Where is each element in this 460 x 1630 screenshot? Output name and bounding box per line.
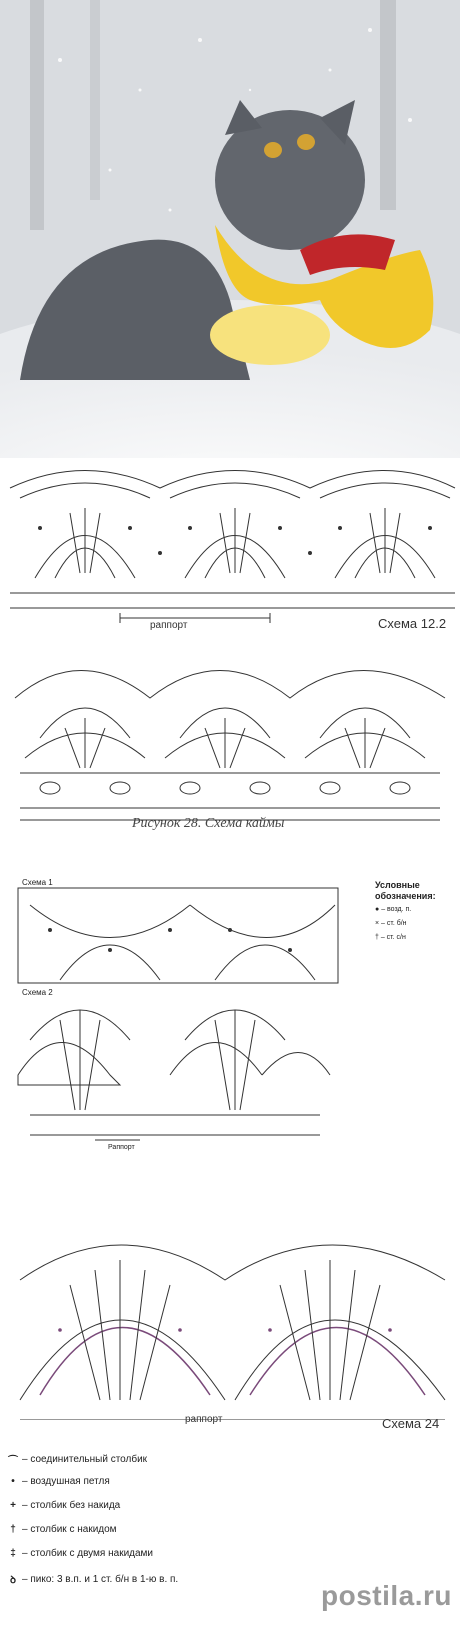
crochet-chart-figure-28-drawing — [0, 648, 460, 838]
legend-item-sc: × – ст. б/н — [375, 920, 407, 927]
chain-icon: • — [11, 1476, 15, 1487]
legend-picot: ꝺ – пико: 3 в.п. и 1 ст. б/н в 1-ю в. п. — [6, 1572, 178, 1586]
chart4-caption: Схема 24 — [382, 1416, 440, 1431]
chart1-caption: Схема 12.2 — [378, 616, 447, 631]
scheme2-label: Схема 2 — [22, 988, 53, 997]
crochet-chart-figure-28 — [0, 648, 460, 870]
legend-item-chain: ● – возд. п. — [375, 906, 412, 913]
chart4-repeat-label: раппорт — [185, 1414, 223, 1425]
crochet-chart-24 — [0, 1220, 460, 1630]
chart2-caption: Рисунок 28. Схема каймы — [132, 816, 285, 831]
crochet-chart-24-drawing — [0, 1220, 460, 1420]
picot-icon: ꝺ — [10, 1575, 16, 1586]
legend-item-dc: † – ст. с/н — [375, 934, 406, 941]
slip-stitch-icon: ⌒ — [8, 1456, 18, 1467]
watermark: postila.ru — [320, 1580, 452, 1611]
legend-chain: • – воздушная петля — [6, 1476, 110, 1487]
cat-photo — [0, 0, 460, 458]
chart3-repeat-label: Раппорт — [108, 1144, 135, 1151]
legend-treble-crochet: ‡ – столбик с двумя накидами — [6, 1548, 153, 1559]
legend-double-crochet: † – столбик с накидом — [6, 1524, 117, 1535]
cat-photo-illustration — [0, 0, 460, 458]
legend-title: Условные обозначения: — [375, 880, 436, 901]
legend-slip-stitch: ⌒ – соединительный столбик — [8, 1454, 148, 1467]
double-crochet-icon: † — [10, 1524, 16, 1535]
treble-crochet-icon: ‡ — [10, 1548, 16, 1559]
chart1-repeat-label: раппорт — [150, 620, 188, 631]
legend-single-crochet: + – столбик без накида — [6, 1500, 120, 1511]
crochet-chart-12-2 — [0, 458, 460, 648]
single-crochet-icon: + — [10, 1500, 16, 1511]
scheme1-label: Схема 1 — [22, 878, 53, 887]
crochet-charts-1-2 — [0, 870, 460, 1220]
